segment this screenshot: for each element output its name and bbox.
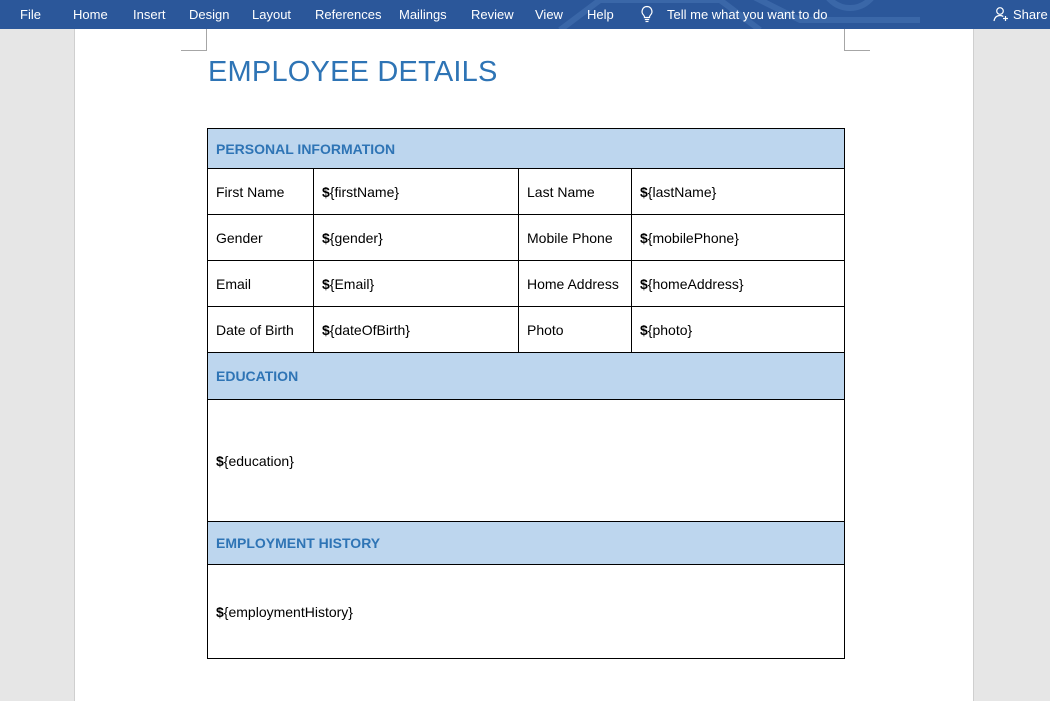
tab-references[interactable]: References: [315, 7, 382, 22]
employee-details-table[interactable]: [207, 128, 845, 659]
lightbulb-icon: [639, 5, 655, 23]
home-address-label[interactable]: Home Address: [519, 261, 632, 307]
placeholder-dollar: $: [216, 452, 224, 469]
placeholder-dollar: $: [640, 183, 648, 200]
education-placeholder: {education}: [223, 452, 294, 469]
first-name-placeholder: {firstName}: [329, 183, 400, 200]
education-cell[interactable]: [208, 400, 845, 522]
tab-insert[interactable]: Insert: [133, 7, 166, 22]
first-name-label[interactable]: First Name: [208, 169, 314, 215]
tab-layout[interactable]: Layout: [252, 7, 292, 22]
section-row-education: [208, 353, 845, 400]
tab-review[interactable]: Review: [471, 7, 514, 22]
tell-me-search[interactable]: [639, 4, 827, 24]
placeholder-dollar: $: [322, 321, 330, 338]
tab-home[interactable]: Home: [73, 7, 108, 22]
placeholder-dollar: $: [322, 275, 330, 292]
table-row: [208, 169, 845, 215]
placeholder-dollar: $: [322, 183, 330, 200]
gender-cell[interactable]: [314, 215, 519, 261]
document-page[interactable]: [74, 29, 974, 701]
tab-mailings[interactable]: Mailings: [399, 7, 447, 22]
section-heading-education[interactable]: EDUCATION: [208, 353, 845, 400]
last-name-placeholder: {lastName}: [647, 183, 717, 200]
email-placeholder: {Email}: [329, 275, 375, 292]
home-address-placeholder: {homeAddress}: [647, 275, 744, 292]
employment-history-placeholder: {employmentHistory}: [223, 603, 353, 620]
section-row-employment: [208, 522, 845, 565]
ribbon-bar: [0, 0, 1050, 29]
margin-corner-top-left: [181, 29, 207, 51]
tab-help[interactable]: Help: [587, 7, 614, 22]
date-of-birth-placeholder: {dateOfBirth}: [329, 321, 410, 338]
table-row: [208, 215, 845, 261]
mobile-phone-label[interactable]: Mobile Phone: [519, 215, 632, 261]
mobile-phone-cell[interactable]: [632, 215, 845, 261]
tab-design[interactable]: Design: [189, 7, 230, 22]
placeholder-dollar: $: [640, 275, 648, 292]
home-address-cell[interactable]: [632, 261, 845, 307]
section-row-personal: [208, 129, 845, 169]
document-title[interactable]: EMPLOYEE DETAILS: [208, 56, 498, 88]
section-heading-personal[interactable]: PERSONAL INFORMATION: [208, 129, 845, 169]
table-row: [208, 565, 845, 659]
placeholder-dollar: $: [322, 229, 330, 246]
photo-placeholder: {photo}: [647, 321, 693, 338]
placeholder-dollar: $: [640, 229, 648, 246]
section-heading-employment[interactable]: EMPLOYMENT HISTORY: [208, 522, 845, 565]
tab-file[interactable]: File: [20, 7, 41, 22]
person-add-icon: [993, 6, 1009, 22]
gender-label[interactable]: Gender: [208, 215, 314, 261]
last-name-label[interactable]: Last Name: [519, 169, 632, 215]
share-button[interactable]: [993, 4, 1048, 24]
mobile-phone-placeholder: {mobilePhone}: [647, 229, 739, 246]
share-label: Share: [1013, 6, 1048, 22]
margin-corner-top-right: [844, 29, 870, 51]
employment-history-cell[interactable]: [208, 565, 845, 659]
tell-me-label: Tell me what you want to do: [667, 6, 828, 22]
gender-placeholder: {gender}: [329, 229, 383, 246]
date-of-birth-label[interactable]: Date of Birth: [208, 307, 314, 353]
placeholder-dollar: $: [216, 603, 224, 620]
tab-view[interactable]: View: [535, 7, 563, 22]
last-name-cell[interactable]: [632, 169, 845, 215]
date-of-birth-cell[interactable]: [314, 307, 519, 353]
photo-label[interactable]: Photo: [519, 307, 632, 353]
email-cell[interactable]: [314, 261, 519, 307]
placeholder-dollar: $: [640, 321, 648, 338]
first-name-cell[interactable]: [314, 169, 519, 215]
email-label[interactable]: Email: [208, 261, 314, 307]
table-row: [208, 307, 845, 353]
table-row: [208, 400, 845, 522]
photo-cell[interactable]: [632, 307, 845, 353]
table-row: [208, 261, 845, 307]
